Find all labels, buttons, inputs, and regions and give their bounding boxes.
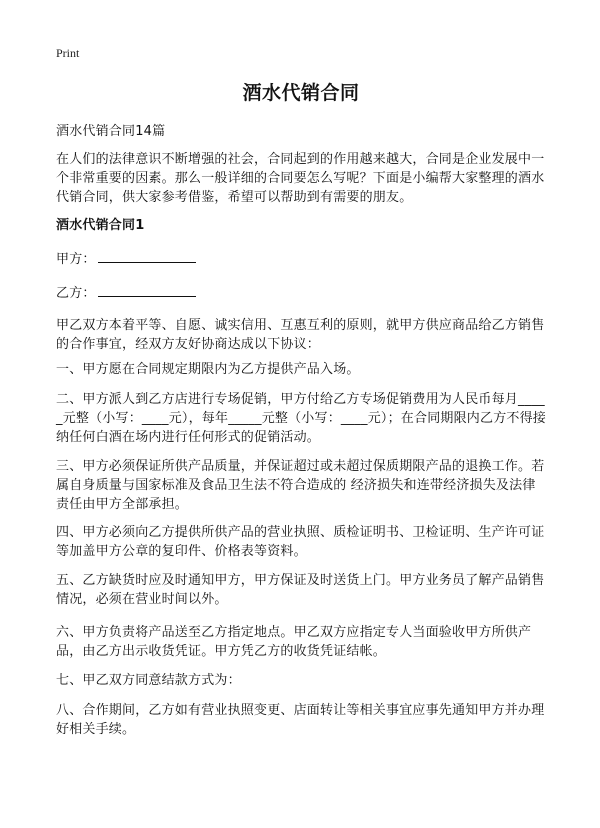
preamble-paragraph: 甲乙双方本着平等、自愿、诚实信用、互惠互利的原则，就甲方供应商品给乙方销售的合作事宜，经双方友好协商达成以下协议： (56, 318, 545, 352)
section-title: 酒水代销合同1 (56, 218, 145, 233)
print-label: Print (56, 46, 80, 60)
clause-3: 三、甲方必须保证所供产品质量，并保证超过或未超过保质期限产品的退换工作。若属自身质量与国家标准及食品卫生法不符合造成的 经济损失和连带经济损失及法律责任由甲方全部承担。 (56, 459, 545, 512)
clause-4: 四、甲方必须向乙方提供所供产品的营业执照、质检证明书、卫检证明、生产许可证等加盖甲方公章的复印件、价格表等资料。 (56, 525, 545, 559)
party-a-label: 甲方： (56, 252, 96, 267)
clause-1: 一、甲方愿在合同规定期限内为乙方提供产品入场。 (56, 362, 360, 377)
party-b-row (56, 283, 546, 303)
party-b-label: 乙方： (56, 286, 96, 301)
document-title: 酒水代销合同 (242, 82, 360, 104)
clause-6: 六、甲方负责将产品送至乙方指定地点。甲乙双方应指定专人当面验收甲方所供产品，由乙方出示收货凭证。甲方凭乙方的收货凭证结帐。 (56, 625, 532, 659)
clause-2: 二、甲方派人到乙方店进行专场促销，甲方付给乙方专场促销费用为人民币每月_____元整（小写：____元），每年_____元整（小写：____元）；在合同期限内乙方不得接纳任何白酒在场内进行任何形式的促销活动。 (56, 392, 547, 445)
intro-paragraph: 在人们的法律意识不断增强的社会，合同起到的作用越来越大，合同是企业发展中一个非常重要的因素。那么一般详细的合同要怎么写呢？下面是小编帮大家整理的酒水代销合同，供大家参考借鉴，希望可以帮助到有需要的朋友。 (56, 152, 545, 205)
party-b-blank (98, 283, 196, 297)
collection-label: 酒水代销合同14篇 (56, 124, 166, 139)
clause-7: 七、甲乙双方同意结款方式为： (56, 673, 241, 688)
party-a-blank (98, 249, 196, 263)
clause-5: 五、乙方缺货时应及时通知甲方，甲方保证及时送货上门。甲方业务员了解产品销售情况，必须在营业时间以外。 (56, 573, 545, 607)
party-a-row (56, 249, 546, 269)
clause-8: 八、合作期间，乙方如有营业执照变更、店面转让等相关事宜应事先通知甲方并办理好相关手续。 (56, 703, 545, 737)
